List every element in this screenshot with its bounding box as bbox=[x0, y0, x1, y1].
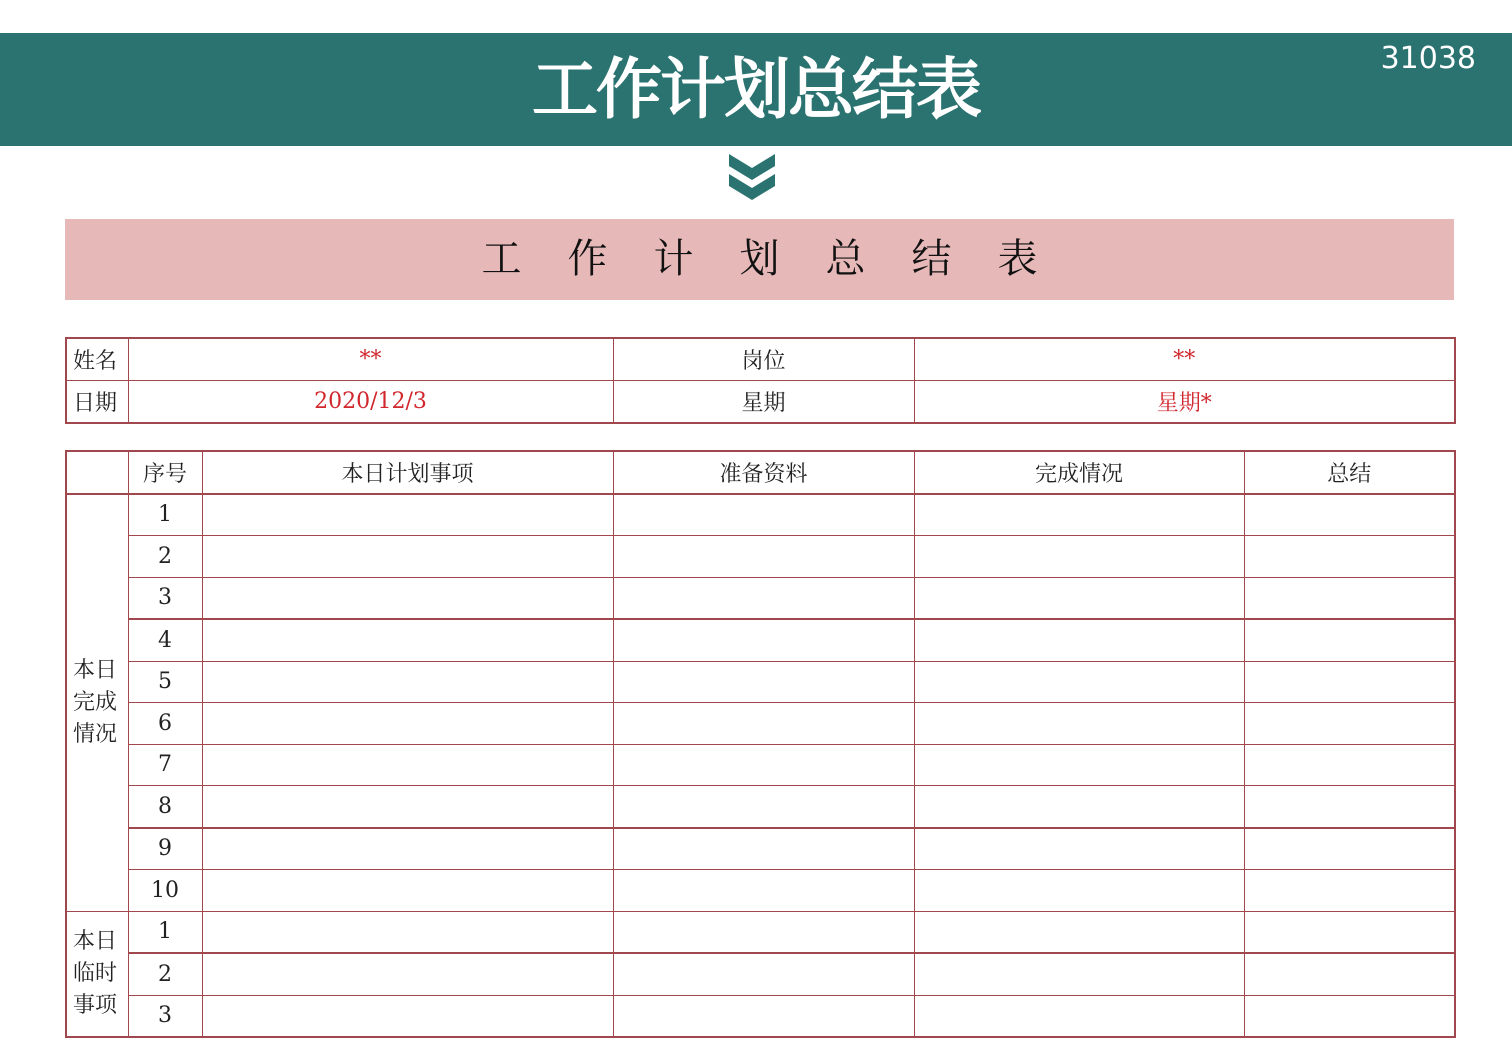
plan-cell[interactable] bbox=[202, 953, 613, 995]
header-completion: 完成情况 bbox=[914, 451, 1244, 494]
materials-cell[interactable] bbox=[613, 786, 914, 828]
materials-cell[interactable] bbox=[613, 536, 914, 578]
header-banner bbox=[0, 33, 1512, 146]
table-header-row bbox=[66, 451, 1455, 494]
row-index: 2 bbox=[128, 536, 202, 578]
plan-cell[interactable] bbox=[202, 494, 613, 536]
completion-cell[interactable] bbox=[914, 536, 1244, 578]
completion-cell[interactable] bbox=[914, 786, 1244, 828]
row-index: 3 bbox=[128, 995, 202, 1037]
plan-cell[interactable] bbox=[202, 703, 613, 745]
materials-cell[interactable] bbox=[613, 661, 914, 703]
row-index: 1 bbox=[128, 911, 202, 953]
completion-cell[interactable] bbox=[914, 494, 1244, 536]
row-index: 4 bbox=[128, 619, 202, 661]
completion-cell[interactable] bbox=[914, 703, 1244, 745]
completion-cell[interactable] bbox=[914, 995, 1244, 1037]
table-row bbox=[66, 828, 1455, 870]
info-table bbox=[65, 337, 1456, 424]
summary-cell[interactable] bbox=[1244, 953, 1455, 995]
table-row bbox=[66, 494, 1455, 536]
banner-title: 工作计划总结表 bbox=[532, 51, 980, 128]
plan-cell[interactable] bbox=[202, 828, 613, 870]
plan-cell[interactable] bbox=[202, 911, 613, 953]
name-label: 姓名 bbox=[66, 338, 128, 381]
table-row bbox=[66, 577, 1455, 619]
completion-cell[interactable] bbox=[914, 744, 1244, 786]
plan-cell[interactable] bbox=[202, 536, 613, 578]
position-field[interactable]: ** bbox=[914, 338, 1455, 381]
completion-cell[interactable] bbox=[914, 870, 1244, 912]
row-index: 6 bbox=[128, 703, 202, 745]
row-index: 1 bbox=[128, 494, 202, 536]
header-summary: 总结 bbox=[1244, 451, 1455, 494]
row-index: 8 bbox=[128, 786, 202, 828]
plan-cell[interactable] bbox=[202, 870, 613, 912]
table-row bbox=[66, 536, 1455, 578]
summary-cell[interactable] bbox=[1244, 911, 1455, 953]
materials-cell[interactable] bbox=[613, 870, 914, 912]
table-row bbox=[66, 661, 1455, 703]
plan-cell[interactable] bbox=[202, 661, 613, 703]
summary-cell[interactable] bbox=[1244, 661, 1455, 703]
position-label: 岗位 bbox=[613, 338, 914, 381]
table-row bbox=[66, 870, 1455, 912]
header-index: 序号 bbox=[128, 451, 202, 494]
table-row bbox=[66, 703, 1455, 745]
document-code: 31038 bbox=[1380, 41, 1476, 76]
table-row bbox=[66, 786, 1455, 828]
chevron-down-icon bbox=[729, 154, 775, 202]
plan-cell[interactable] bbox=[202, 744, 613, 786]
materials-cell[interactable] bbox=[613, 953, 914, 995]
subtitle-bar bbox=[65, 219, 1454, 300]
completion-cell[interactable] bbox=[914, 661, 1244, 703]
header-blank bbox=[66, 451, 128, 494]
materials-cell[interactable] bbox=[613, 828, 914, 870]
plan-cell[interactable] bbox=[202, 786, 613, 828]
section-daily-completion: 本日完成情况 bbox=[66, 494, 128, 912]
date-label: 日期 bbox=[66, 381, 128, 424]
completion-cell[interactable] bbox=[914, 577, 1244, 619]
materials-cell[interactable] bbox=[613, 577, 914, 619]
plan-cell[interactable] bbox=[202, 619, 613, 661]
materials-cell[interactable] bbox=[613, 703, 914, 745]
summary-cell[interactable] bbox=[1244, 744, 1455, 786]
row-index: 9 bbox=[128, 828, 202, 870]
materials-cell[interactable] bbox=[613, 744, 914, 786]
plan-table bbox=[65, 450, 1456, 1038]
materials-cell[interactable] bbox=[613, 911, 914, 953]
row-index: 5 bbox=[128, 661, 202, 703]
materials-cell[interactable] bbox=[613, 619, 914, 661]
summary-cell[interactable] bbox=[1244, 870, 1455, 912]
table-row bbox=[66, 911, 1455, 953]
row-index: 10 bbox=[128, 870, 202, 912]
header-materials: 准备资料 bbox=[613, 451, 914, 494]
summary-cell[interactable] bbox=[1244, 536, 1455, 578]
name-field[interactable]: ** bbox=[128, 338, 613, 381]
summary-cell[interactable] bbox=[1244, 828, 1455, 870]
weekday-label: 星期 bbox=[613, 381, 914, 424]
weekday-field[interactable]: 星期* bbox=[914, 381, 1455, 424]
summary-cell[interactable] bbox=[1244, 577, 1455, 619]
summary-cell[interactable] bbox=[1244, 995, 1455, 1037]
completion-cell[interactable] bbox=[914, 828, 1244, 870]
summary-cell[interactable] bbox=[1244, 494, 1455, 536]
completion-cell[interactable] bbox=[914, 911, 1244, 953]
summary-cell[interactable] bbox=[1244, 703, 1455, 745]
completion-cell[interactable] bbox=[914, 619, 1244, 661]
table-row bbox=[66, 953, 1455, 995]
completion-cell[interactable] bbox=[914, 953, 1244, 995]
materials-cell[interactable] bbox=[613, 995, 914, 1037]
row-index: 2 bbox=[128, 953, 202, 995]
date-field[interactable]: 2020/12/3 bbox=[128, 381, 613, 424]
form-title: 工作计划总结表 bbox=[481, 236, 1084, 282]
plan-cell[interactable] bbox=[202, 995, 613, 1037]
section-temporary-items: 本日临时事项 bbox=[66, 911, 128, 1037]
materials-cell[interactable] bbox=[613, 494, 914, 536]
table-row bbox=[66, 744, 1455, 786]
header-plan-items: 本日计划事项 bbox=[202, 451, 613, 494]
table-row bbox=[66, 619, 1455, 661]
summary-cell[interactable] bbox=[1244, 786, 1455, 828]
row-index: 7 bbox=[128, 744, 202, 786]
summary-cell[interactable] bbox=[1244, 619, 1455, 661]
info-row-date bbox=[66, 381, 1455, 424]
table-row bbox=[66, 995, 1455, 1037]
info-row-name bbox=[66, 338, 1455, 381]
plan-cell[interactable] bbox=[202, 577, 613, 619]
row-index: 3 bbox=[128, 577, 202, 619]
